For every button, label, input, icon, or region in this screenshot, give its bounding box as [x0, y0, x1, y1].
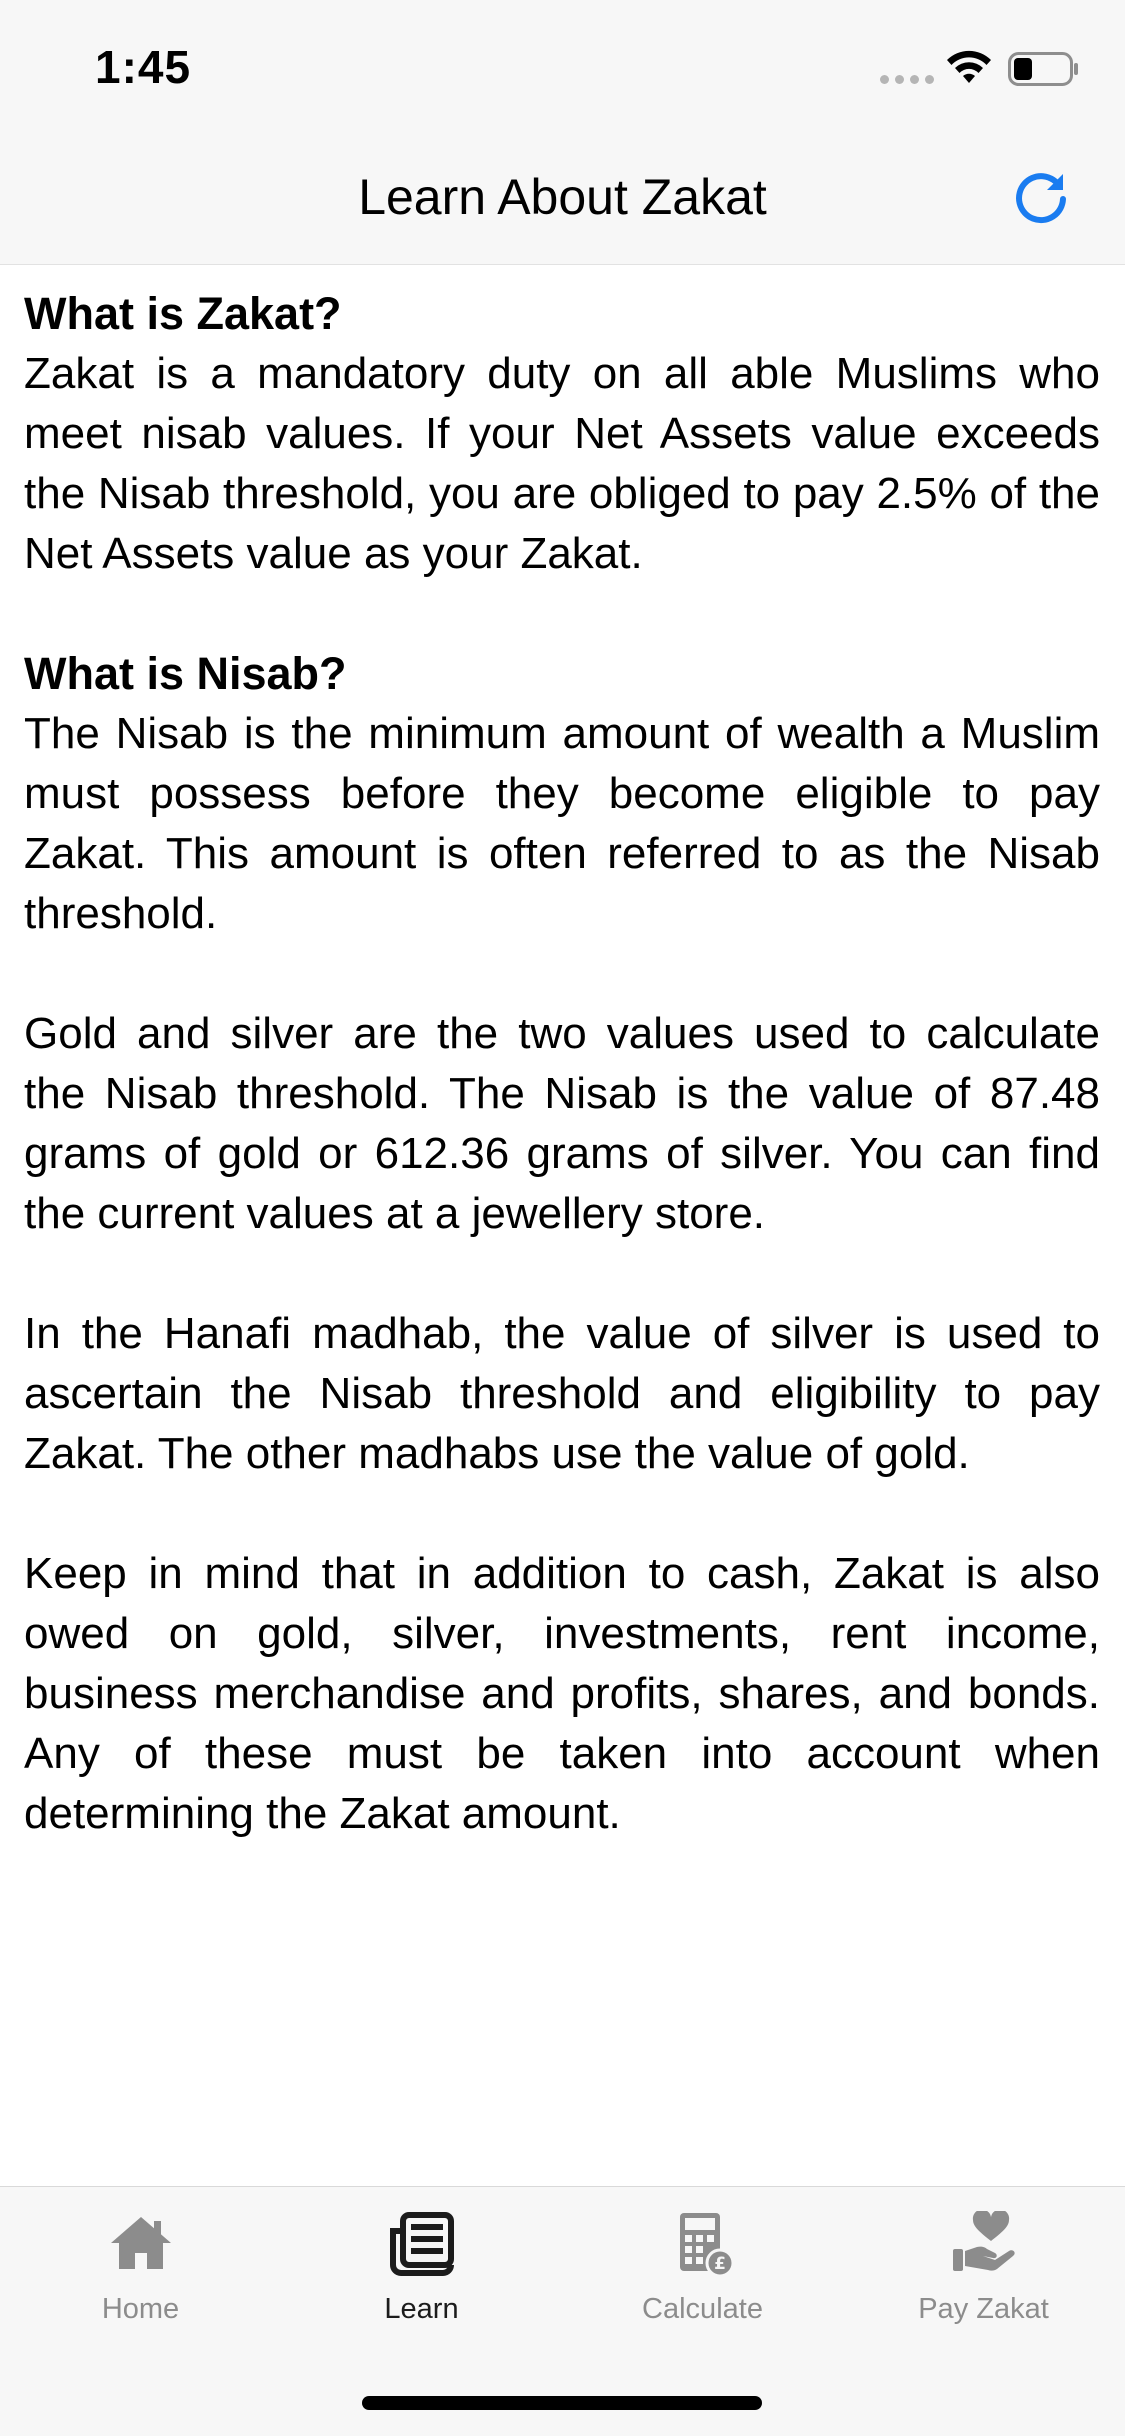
wifi-icon [946, 50, 992, 86]
learn-content [24, 284, 1100, 1844]
status-bar [0, 0, 1125, 132]
calculator-icon [670, 2211, 736, 2277]
cellular-signal-icon [880, 75, 934, 84]
refresh-icon[interactable] [1010, 166, 1072, 228]
heading-what-is-nisab: What is Nisab? [24, 648, 347, 699]
paragraph-hanafi: In the Hanafi madhab, the value of silver is used to ascertain the Nisab threshold and eligibility to pay Zakat. The other madhabs use the value of gold. [24, 1309, 1100, 1478]
tab-home[interactable] [0, 2187, 281, 2347]
tab-calculate-label: Calculate [642, 2293, 763, 2325]
paragraph-zakat: Zakat is a mandatory duty on all able Muslims who meet nisab values. If your Net Assets value exceeds the Nisab threshold, you are obliged to pay 2.5% of the Net Assets value as your Zakat. [24, 349, 1100, 578]
paragraph-gold-silver: Gold and silver are the two values used to calculate the Nisab threshold. The Nisab is the value of 87.48 grams of gold or 612.36 grams of silver. You can find the current values at a jewellery store. [24, 1009, 1100, 1238]
tab-pay-zakat-label: Pay Zakat [918, 2293, 1049, 2325]
tab-home-label: Home [101, 2293, 180, 2325]
tab-learn[interactable] [281, 2187, 562, 2347]
navigation-bar [0, 132, 1125, 265]
tab-pay-zakat[interactable] [843, 2187, 1124, 2347]
newspaper-icon [389, 2211, 455, 2277]
paragraph-nisab: The Nisab is the minimum amount of wealth a Muslim must possess before they become eligible to pay Zakat. This amount is often referred to as the Nisab threshold. [24, 709, 1100, 938]
battery-icon [1008, 52, 1080, 86]
home-indicator[interactable] [362, 2396, 762, 2410]
paragraph-keep-in-mind: Keep in mind that in addition to cash, Zakat is also owed on gold, silver, investments, rent income, business merchandise and profits, shares, and bonds. Any of these must be taken into account when determining the Zakat amount. [24, 1549, 1100, 1838]
status-time: 1:45 [95, 41, 192, 93]
page-title: Learn About Zakat [358, 169, 767, 225]
heading-what-is-zakat: What is Zakat? [24, 288, 342, 339]
tab-calculate[interactable] [562, 2187, 843, 2347]
hand-heart-icon [951, 2211, 1017, 2277]
tab-learn-label: Learn [384, 2293, 459, 2325]
home-icon [108, 2211, 174, 2277]
svg-text:£: £ [714, 2254, 726, 2274]
